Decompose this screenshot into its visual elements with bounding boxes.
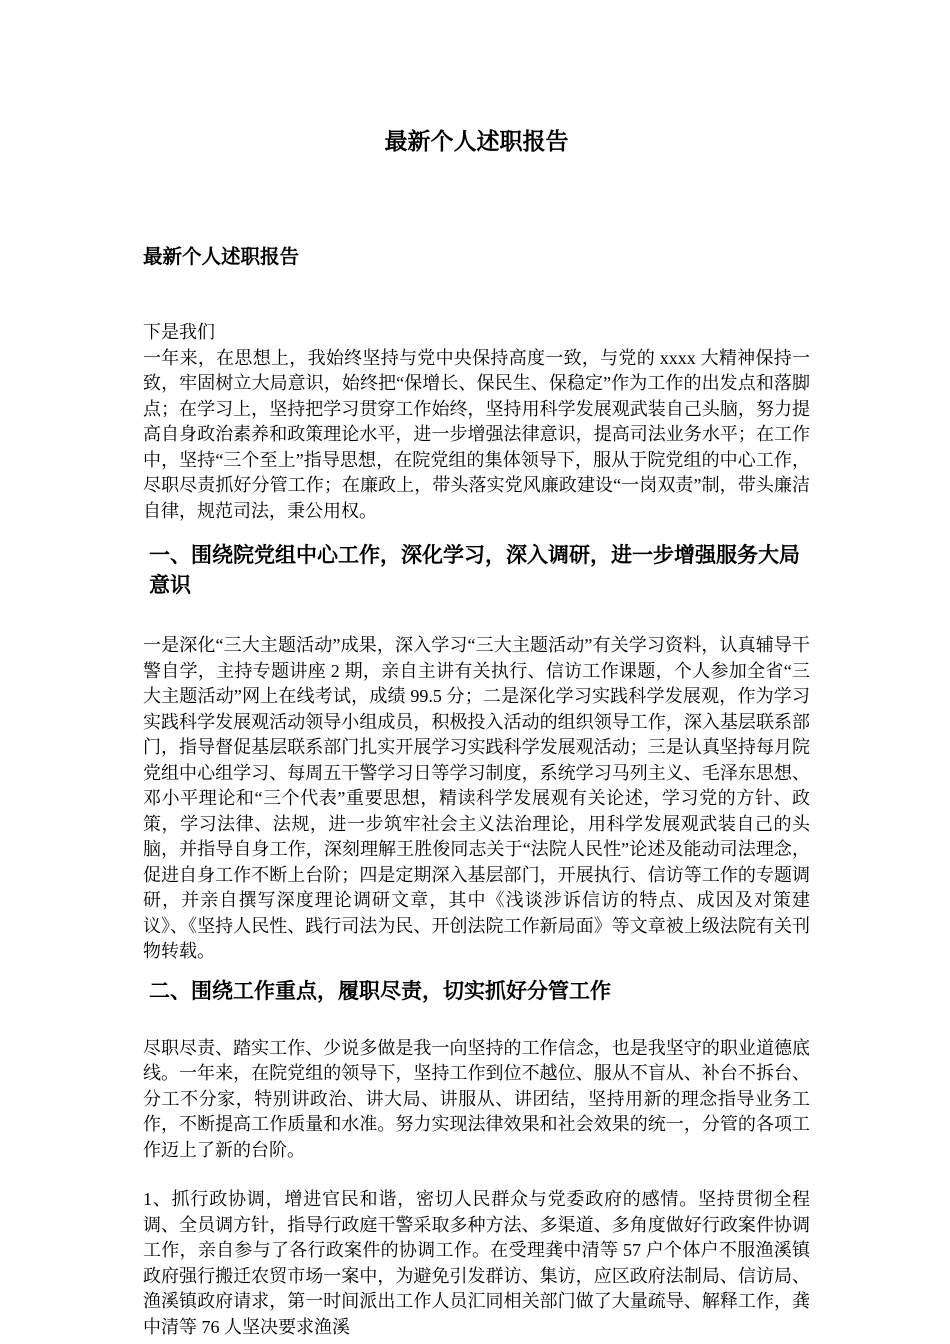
- section-heading-2: 二、围绕工作重点，履职尽责，切实抓好分管工作: [149, 979, 611, 1003]
- intro-line: 下是我们: [143, 322, 215, 342]
- paragraph-intro: [143, 320, 810, 524]
- paragraph-text: 一年来，在思想上，我始终坚持与党中央保持高度一致，与党的 xxxx 大精神保持一致，牢固树立大局意识，始终把“保增长、保民生、保稳定”作为工作的出发点和落脚点；在学习上，坚持把学习贯穿工作始终，坚持用科学发展观武装自己头脑，努力提高自身政治素养和政策理论水平，进一步增强法律意识，提高司法业务水平；在工作中，坚持“三个至上”指导思想，在院党组的集体领导下，服从于院党组的中心工作，尽职尽责抓好分管工作；在廉政上，带头落实党风廉政建设“一岗双责”制，带头廉洁自律，规范司法，秉公用权。: [143, 347, 810, 521]
- paragraph: 一是深化“三大主题活动”成果，深入学习“三大主题活动”有关学习资料，认真辅导干警自学，主持专题讲座 2 期，亲自主讲有关执行、信访工作课题，个人参加全省“三大主题活动”网上在线考试，成绩 99.5 分；二是深化学习实践科学发展观，作为学习实践科学发展观活动领导小组成员，积极投入活动的组织领导工作，深入基层联系部门，指导督促基层联系部门扎实开展学习实践科学发展观活动；三是认真坚持每月院党组中心组学习、每周五干警学习日等学习制度，系统学习马列主义、毛泽东思想、邓小平理论和“三个代表”重要思想，精读科学发展观有关论述，学习党的方针、政策，学习法律、法规，进一步筑牢社会主义法治理论，用科学发展观武装自己的头脑，并指导自身工作，深刻理解王胜俊同志关于“法院人民性”论述及能动司法理念，促进自身工作不断上台阶；四是定期深入基层部门，开展执行、信访等工作的专题调研，并亲自撰写深度理论调研文章，其中《浅谈涉诉信访的特点、成因及对策建议》、《坚持人民性、践行司法为民、开创法院工作新局面》等文章被上级法院有关刊物转载。: [143, 635, 810, 961]
- paragraph: 1、抓行政协调，增进官民和谐，密切人民群众与党委政府的感情。坚持贯彻全程调、全员调方针，指导行政庭干警采取多种方法、多渠道、多角度做好行政案件协调工作，亲自参与了各行政案件的协调工作。在受理龚中清等 57 户个体户不服渔溪镇政府强行搬迁农贸市场一案中，为避免引发群访、集访，应区政府法制局、信访局、渔溪镇政府请求，第一时间派出工作人员汇同相关部门做了大量疏导、解释工作，龚中清等 76 人坚决要求渔溪: [143, 1189, 810, 1337]
- paragraph: 尽职尽责、踏实工作、少说多做是我一向坚持的工作信念，也是我坚守的职业道德底线。一年来，在院党组的领导下，坚持工作到位不越位、服从不盲从、补台不拆台、分工不分家，特别讲政治、讲大局、讲服从、讲团结，坚持用新的理念指导业务工作，不断提高工作质量和水准。努力实现法律效果和社会效果的统一，分管的各项工作迈上了新的台阶。: [143, 1037, 810, 1160]
- section-heading-1: 一、围绕院党组中心工作，深化学习，深入调研，进一步增强服务大局意识: [149, 544, 800, 597]
- document-subheading: 最新个人述职报告: [143, 246, 300, 268]
- document-title: 最新个人述职报告: [384, 129, 569, 154]
